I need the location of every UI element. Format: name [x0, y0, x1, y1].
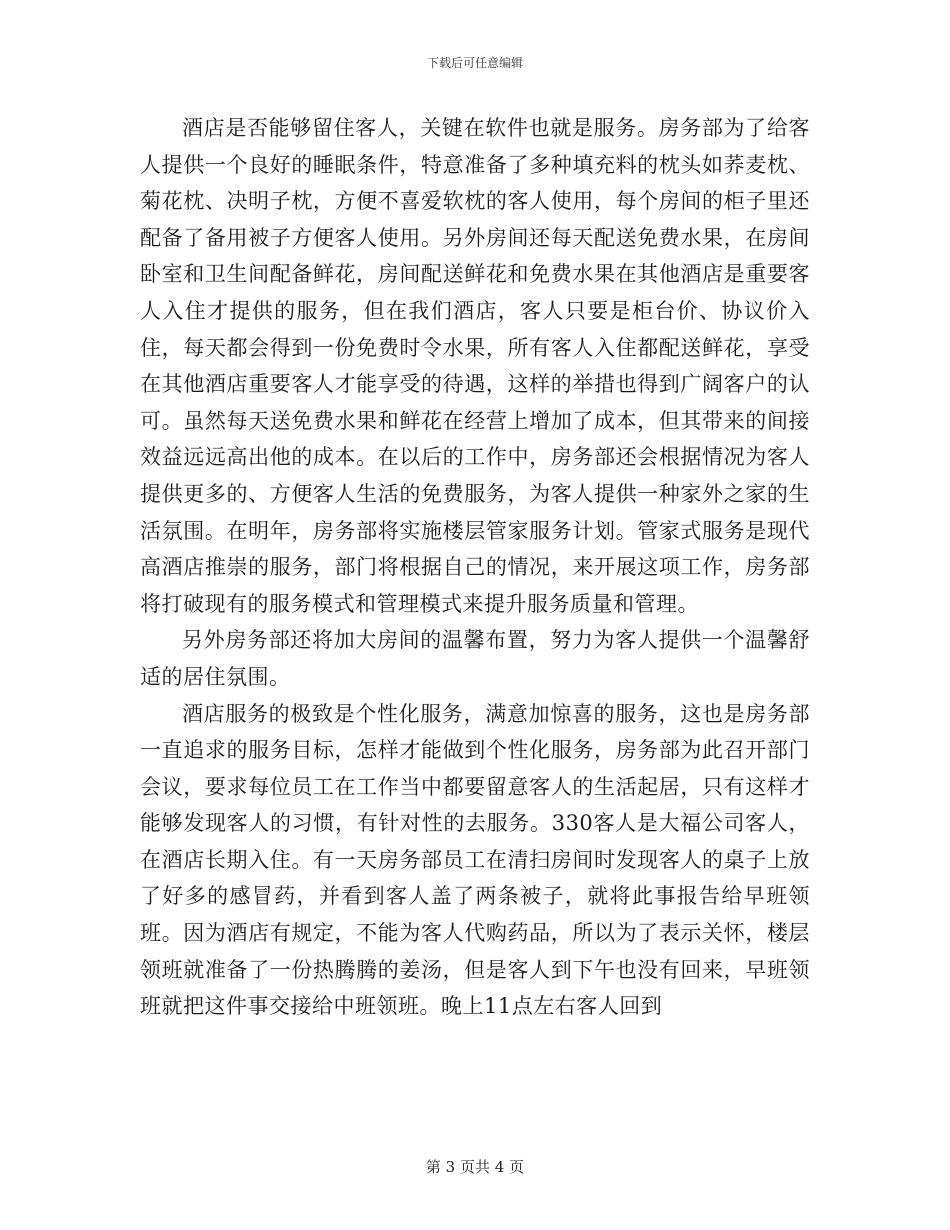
document-body — [140, 110, 810, 1025]
header-note: 下载后可任意编辑 — [426, 56, 523, 70]
paragraph-2: 另外房务部还将加大房间的温馨布置，努力为客人提供一个温馨舒适的居住氛围。 — [140, 628, 810, 689]
paragraph-3: 酒店服务的极致是个性化服务，满意加惊喜的服务，这也是房务部一直追求的服务目标，怎样才能做到个性化服务，房务部为此召开部门会议，要求每位员工在工作当中都要留意客人的生活起居，只有这样才能够发现客人的习惯，有针对性的去服务。330客人是大福公司客人，在酒店长期入住。有一天房务部员工在清扫房间时发现客人的桌子上放了好多的感冒药，并看到客人盖了两条被子，就将此事报告给早班领班。因为酒店有规定，不能为客人代购药品，所以为了表示关怀，楼层领班就准备了一份热腾腾的姜汤，但是客人到下午也没有回来，早班领班就把这件事交接给中班领班。晚上11点左右客人回到 — [140, 701, 810, 1019]
paragraph-1: 酒店是否能够留住客人，关键在软件也就是服务。房务部为了给客人提供一个良好的睡眠条件，特意准备了多种填充料的枕头如荞麦枕、菊花枕、决明子枕，方便不喜爱软枕的客人使用，每个房间的柜子里还配备了备用被子方便客人使用。另外房间还每天配送免费水果，在房间卧室和卫生间配备鲜花，房间配送鲜花和免费水果在其他酒店是重要客人入住才提供的服务，但在我们酒店，客人只要是柜台价、协议价入住，每天都会得到一份免费时令水果，所有客人入住都配送鲜花，享受在其他酒店重要客人才能享受的待遇，这样的举措也得到广阔客户的认可。虽然每天送免费水果和鲜花在经营上增加了成本，但其带来的间接效益远远高出他的成本。在以后的工作中，房务部还会根据情况为客人提供更多的、方便客人生活的免费服务，为客人提供一种家外之家的生活氛围。在明年，房务部将实施楼层管家服务计划。管家式服务是现代高酒店推崇的服务，部门将根据自己的情况，来开展这项工作，房务部将打破现有的服务模式和管理模式来提升服务质量和管理。 — [140, 116, 810, 616]
page-number: 第 3 页共 4 页 — [425, 1158, 525, 1176]
